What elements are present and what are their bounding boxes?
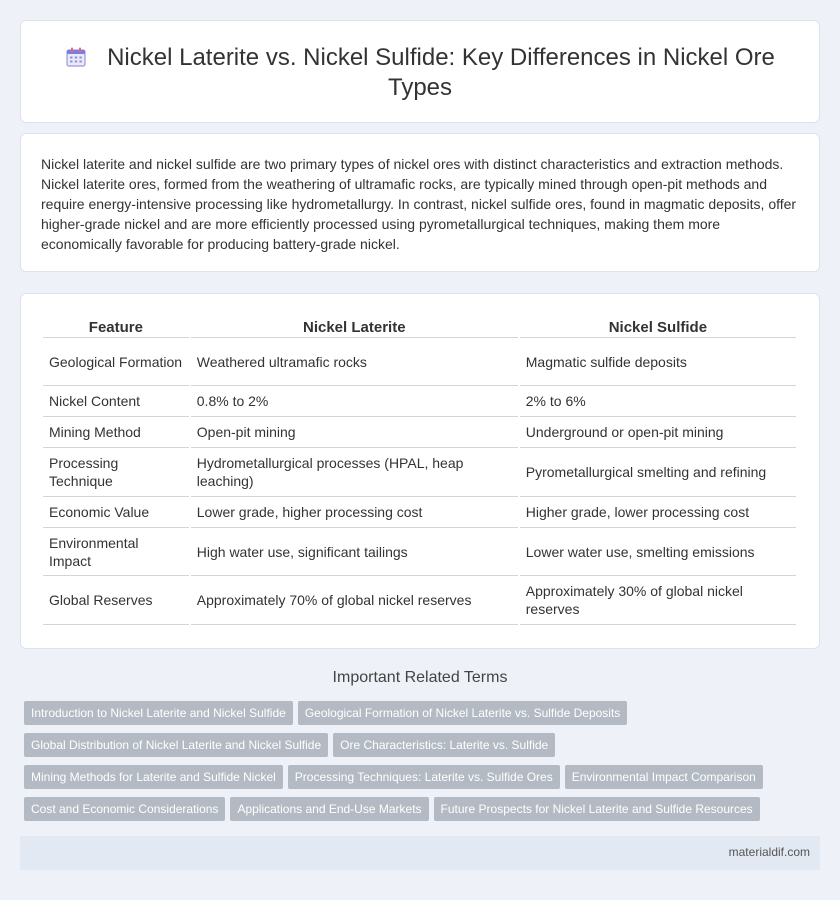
feature-cell: Environmental Impact [43,528,189,576]
feature-cell: Geological Formation [43,338,189,386]
feature-cell: Mining Method [43,417,189,448]
table-row [43,576,796,625]
sulfide-cell: Magmatic sulfide deposits [520,338,796,386]
intro-paragraph: Nickel laterite and nickel sulfide are two primary types of nickel ores with distinct characteristics and extraction methods. Nickel laterite ores, formed from the weathering of ultramafic rocks, are typically mined through open-pit methods and require energy-intensive processing like hydrometallurgy. In contrast, nickel sulfide ores, found in magmatic deposits, offer higher-grade nickel and are more efficiently processed using pyrometallurgical techniques, making them more economically favorable for producing battery-grade nickel. [41,156,797,252]
footer [20,836,820,870]
calendar-icon [65,46,87,68]
related-term-tag[interactable]: Cost and Economic Considerations [24,797,225,821]
laterite-cell: Hydrometallurgical processes (HPAL, heap leaching) [191,448,518,497]
related-terms-heading: Important Related Terms [332,669,508,686]
header-card [20,20,820,123]
footer-site-link[interactable]: materialdif.com [728,845,810,859]
table-header-row [43,316,796,338]
related-term-tag[interactable]: Environmental Impact Comparison [565,765,763,789]
feature-cell: Economic Value [43,497,189,528]
header-feature: Feature [43,316,189,338]
laterite-cell: Approximately 70% of global nickel reserves [191,576,518,625]
page-title-text: Nickel Laterite vs. Nickel Sulfide: Key Differences in Nickel Ore Types [107,44,775,101]
comparison-card [20,293,820,649]
laterite-cell: Weathered ultramafic rocks [191,338,518,386]
table-row [43,417,796,448]
feature-cell: Processing Technique [43,448,189,497]
table-row [43,386,796,417]
laterite-cell: Open-pit mining [191,417,518,448]
table-row [43,528,796,576]
related-term-tag[interactable]: Geological Formation of Nickel Laterite vs. Sulfide Deposits [298,701,627,725]
header-laterite: Nickel Laterite [191,316,518,338]
table-row [43,448,796,497]
sulfide-cell: Lower water use, smelting emissions [520,528,796,576]
related-term-tag[interactable]: Mining Methods for Laterite and Sulfide Nickel [24,765,283,789]
feature-cell: Global Reserves [43,576,189,625]
comparison-table [41,316,798,625]
related-term-tag[interactable]: Processing Techniques: Laterite vs. Sulfide Ores [288,765,560,789]
page-title [21,43,819,103]
related-term-tag[interactable]: Introduction to Nickel Laterite and Nickel Sulfide [24,701,293,725]
feature-cell: Nickel Content [43,386,189,417]
related-term-tag[interactable]: Ore Characteristics: Laterite vs. Sulfide [333,733,555,757]
header-sulfide: Nickel Sulfide [520,316,796,338]
sulfide-cell: Underground or open-pit mining [520,417,796,448]
sulfide-cell: Approximately 30% of global nickel reserves [520,576,796,625]
table-row [43,497,796,528]
intro-card [20,133,820,272]
related-terms-list [24,701,804,829]
laterite-cell: 0.8% to 2% [191,386,518,417]
sulfide-cell: Higher grade, lower processing cost [520,497,796,528]
laterite-cell: High water use, significant tailings [191,528,518,576]
laterite-cell: Lower grade, higher processing cost [191,497,518,528]
related-term-tag[interactable]: Future Prospects for Nickel Laterite and Sulfide Resources [434,797,760,821]
related-term-tag[interactable]: Applications and End-Use Markets [230,797,428,821]
sulfide-cell: 2% to 6% [520,386,796,417]
sulfide-cell: Pyrometallurgical smelting and refining [520,448,796,497]
table-row [43,338,796,386]
related-term-tag[interactable]: Global Distribution of Nickel Laterite and Nickel Sulfide [24,733,328,757]
